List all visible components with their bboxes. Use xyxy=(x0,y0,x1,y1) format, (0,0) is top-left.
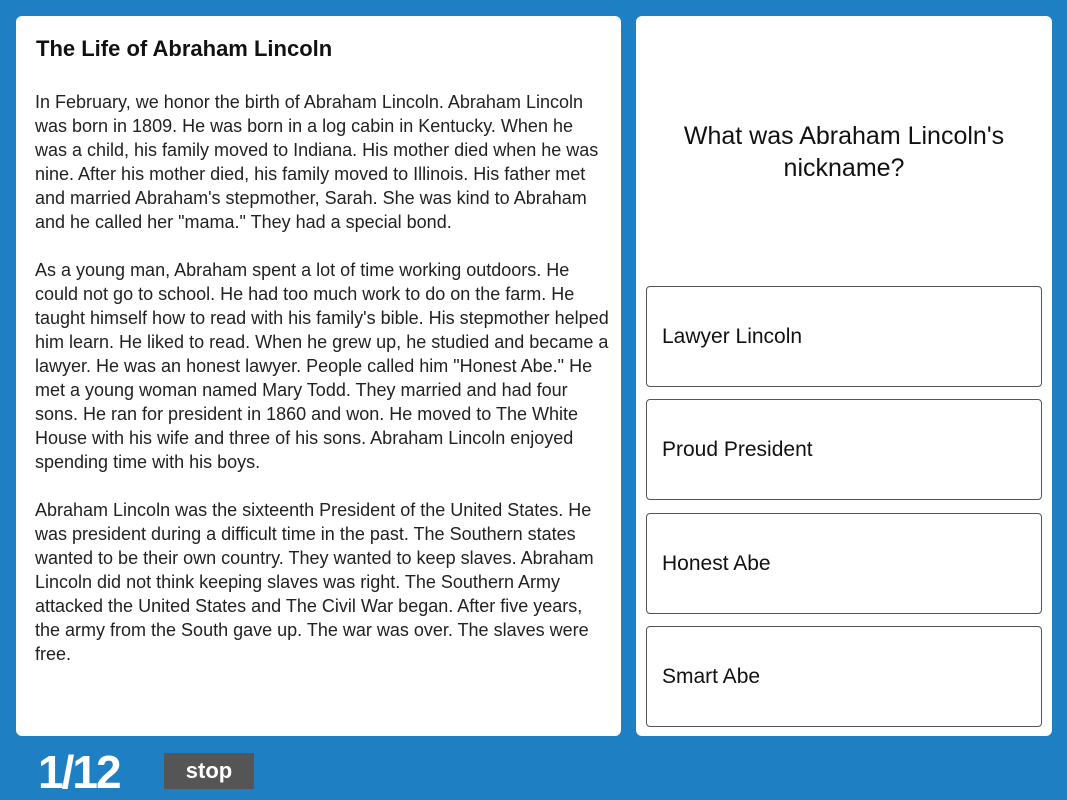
passage-paragraph: As a young man, Abraham spent a lot of time working outdoors. He could not go to school. He had too much work to do on the farm. He taught himself how to read with his family's bible. His stepmother helped him learn. He liked to read. When he grew up, he studied and became a lawyer. He was an honest lawyer. People called him "Honest Abe." He met a young woman named Mary Todd. They married and had four sons. He ran for president in 1860 and won. He moved to The White House with his wife and three of his sons. Abraham Lincoln enjoyed spending time with his boys. xyxy=(35,260,609,472)
question-panel xyxy=(636,16,1052,736)
reading-passage-panel xyxy=(16,16,621,736)
passage-title: The Life of Abraham Lincoln xyxy=(36,36,333,61)
passage-paragraph: Abraham Lincoln was the sixteenth President of the United States. He was president during a difficult time in the past. The Southern states wanted to be their own country. They wanted to keep slaves. Abraham Lincoln did not think keeping slaves was right. The Southern Army attacked the United States and The Civil War began. After five years, the army from the South gave up. The war was over. The slaves were free. xyxy=(35,500,594,664)
answer-option-proud-president[interactable]: Proud President xyxy=(646,399,1042,500)
answer-option-smart-abe[interactable]: Smart Abe xyxy=(646,626,1042,727)
answer-option-honest-abe[interactable]: Honest Abe xyxy=(646,513,1042,614)
question-progress-counter: 1/12 xyxy=(38,746,120,798)
stop-button[interactable]: stop xyxy=(164,753,254,789)
answer-option-lawyer-lincoln[interactable]: Lawyer Lincoln xyxy=(646,286,1042,387)
question-text: What was Abraham Lincoln's nickname? xyxy=(683,122,1005,182)
passage-body xyxy=(35,90,609,690)
passage-paragraph: In February, we honor the birth of Abraham Lincoln. Abraham Lincoln was born in 1809. He was born in a log cabin in Kentucky. When he was a child, his family moved to Indiana. His mother died when he was nine. After his mother died, his family moved to Illinois. His father met and married Abraham's stepmother, Sarah. She was kind to Abraham and he called her "mama." They had a special bond. xyxy=(35,92,599,232)
